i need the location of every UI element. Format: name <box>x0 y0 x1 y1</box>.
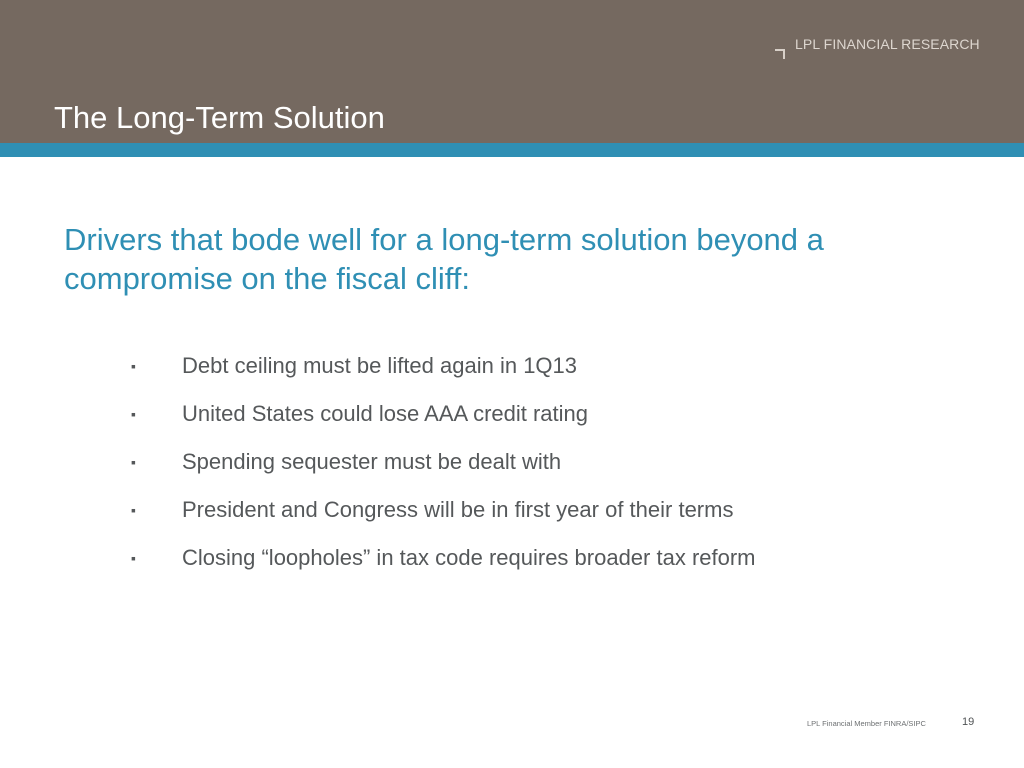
square-bullet-icon: ▪ <box>131 550 136 566</box>
page-number: 19 <box>962 716 975 728</box>
bullet-item <box>131 350 756 398</box>
bullet-text: Spending sequester must be dealt with <box>182 449 562 474</box>
bullet-item <box>131 446 756 494</box>
header-band <box>0 0 1024 143</box>
bullet-item <box>131 494 756 542</box>
bullet-text: President and Congress will be in first year of their terms <box>182 497 734 522</box>
brand-name: LPL FINANCIAL RESEARCH <box>795 36 980 52</box>
slide-subtitle: Drivers that bode well for a long-term solution beyond a compromise on the fiscal cliff: <box>64 222 824 296</box>
slide-title: The Long-Term Solution <box>54 100 385 135</box>
accent-divider <box>0 143 1024 157</box>
bullet-text: United States could lose AAA credit rating <box>182 401 589 426</box>
corner-bracket-icon <box>775 35 787 59</box>
bullet-item <box>131 542 756 590</box>
bullet-item <box>131 398 756 446</box>
bullet-text: Closing “loopholes” in tax code requires broader tax reform <box>182 545 756 570</box>
footer-disclaimer: LPL Financial Member FINRA/SIPC <box>807 719 926 728</box>
bullet-text: Debt ceiling must be lifted again in 1Q13 <box>182 353 578 378</box>
bullet-list <box>131 350 756 590</box>
square-bullet-icon: ▪ <box>131 502 136 518</box>
square-bullet-icon: ▪ <box>131 358 136 374</box>
square-bullet-icon: ▪ <box>131 454 136 470</box>
square-bullet-icon: ▪ <box>131 406 136 422</box>
brand-block <box>775 35 980 65</box>
